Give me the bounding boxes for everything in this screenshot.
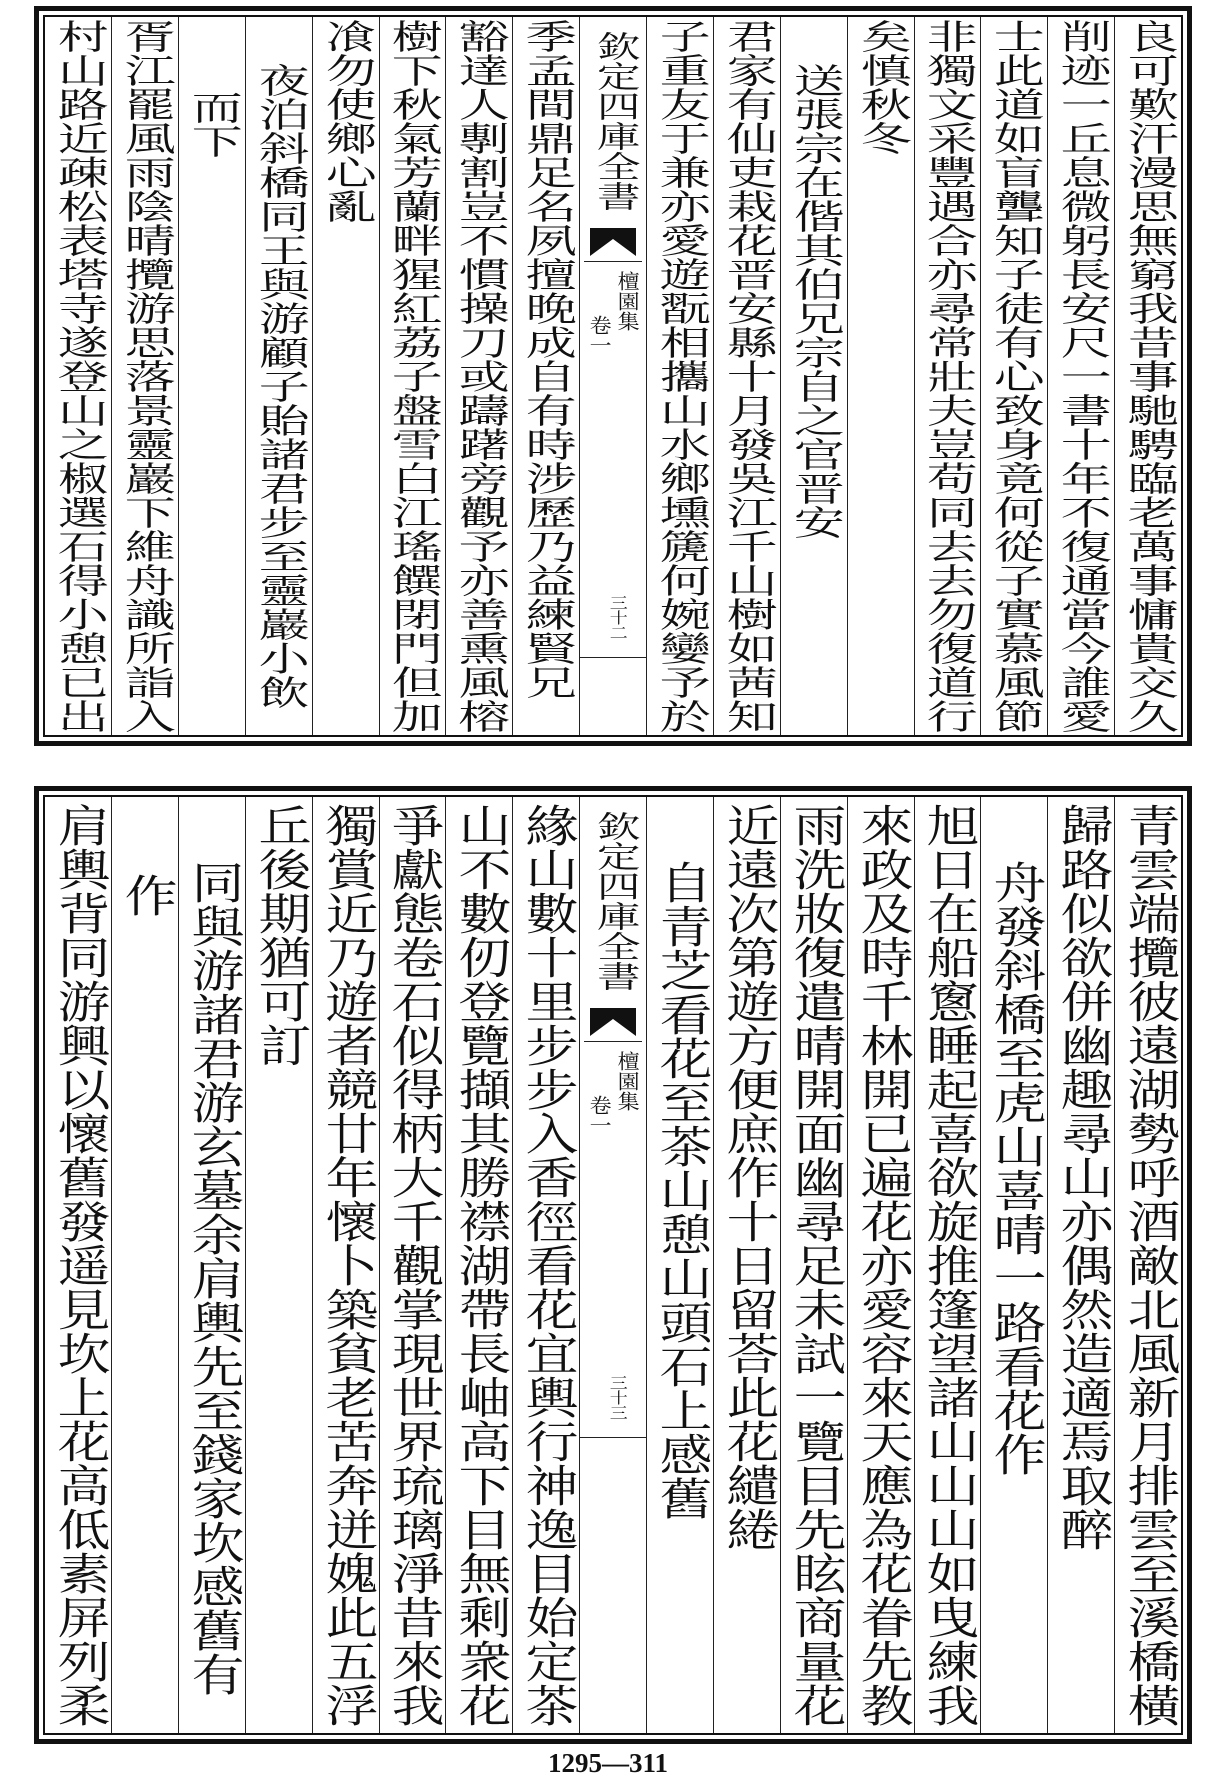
column-text: 丘後期猶可訂 (248, 803, 310, 1067)
poem-title-column (646, 797, 713, 1733)
text-column (980, 17, 1047, 735)
poem-title: 舟發斜橋至虎山喜晴一路看花作 (984, 860, 1046, 1477)
text-column (914, 17, 981, 735)
column-text: 胥江罷風雨陰晴攬游思落景靈巖下維舟識所詣入 (114, 19, 175, 733)
upper-page-frame (34, 6, 1192, 746)
poem-title-column (178, 17, 245, 735)
volume-label: 卷一 (585, 315, 613, 355)
column-text: 削迹一丘息微躬長安尺一書十年不復通當今誰愛 (1051, 19, 1112, 733)
margin-rule (584, 261, 642, 262)
poem-title-column (980, 797, 1047, 1733)
collection-header: 欽定四庫全書 (588, 811, 640, 991)
text-column (512, 17, 579, 735)
poem-title-column (245, 17, 312, 735)
margin-rule (580, 1437, 646, 1438)
collection-header: 欽定四庫全書 (588, 31, 640, 211)
text-column (111, 17, 178, 735)
margin-rule (580, 657, 646, 658)
column-text: 雨洗妝復遣晴開面幽尋足未試一覽目先眩商量花 (783, 803, 845, 1727)
column-text: 豁達人剸割豈不慣操刀或躊躇旁觀予亦善熏風榕 (449, 19, 510, 733)
text-column (512, 797, 579, 1733)
text-column (45, 17, 111, 735)
text-column (847, 17, 914, 735)
column-text: 君家有仙吏栽花晋安縣十月發吳江千山樹如茜知 (716, 19, 777, 733)
poem-title-continuation: 而下 (181, 90, 242, 159)
poem-title: 同與游諸君游玄墓余肩輿先至錢家坎感舊有 (181, 860, 244, 1697)
upper-page-columns (43, 15, 1183, 737)
text-column (312, 17, 379, 735)
folio-number: 三十二 (607, 595, 629, 640)
text-column (45, 797, 111, 1733)
poem-title-column (111, 797, 178, 1733)
page-number: 1295—311 (547, 1748, 668, 1778)
text-column (713, 17, 780, 735)
center-margin-strip (579, 17, 646, 735)
text-column (1114, 17, 1181, 735)
text-column (312, 797, 379, 1733)
column-text: 矣慎秋冬 (850, 19, 911, 155)
column-text: 歸路似欲併幽趣尋山亦偶然造適焉取醉 (1051, 803, 1113, 1551)
text-column (379, 17, 446, 735)
text-column (1047, 17, 1114, 735)
text-column (914, 797, 981, 1733)
column-text: 緣山數十里步步入香徑看花宜輿行神逸目始定茶 (516, 803, 578, 1727)
text-column (445, 797, 512, 1733)
folio-number: 三十三 (607, 1375, 629, 1420)
text-column (245, 797, 312, 1733)
column-text: 子重友于兼亦愛遊翫相攜山水鄉壎篪何婉孌予於 (649, 19, 710, 733)
text-column (847, 797, 914, 1733)
column-text: 肩輿背同游興以懷舊發遥見坎上花高低素屏列柔 (48, 803, 110, 1727)
column-text: 爭獻態卷石似得柄大千觀掌現世界琉璃淨昔來我 (382, 803, 444, 1727)
lower-page-frame (34, 786, 1192, 1744)
text-column (1047, 797, 1114, 1733)
margin-rule (584, 1041, 642, 1042)
column-text: 獨賞近乃遊者競廿年懷卜築貧老苦奔迸媿此五浮 (315, 803, 377, 1727)
column-text: 樹下秋氣芳蘭畔猩紅荔子盤雪白江瑤饌閉門但加 (382, 19, 443, 733)
poem-title-continuation: 作 (114, 873, 177, 918)
fish-tail-ornament-icon (590, 1008, 636, 1036)
center-margin-strip (579, 797, 646, 1733)
poem-title-column (178, 797, 245, 1733)
text-column (713, 797, 780, 1733)
column-text: 非獨文采豐遇合亦尋常壯夫豈苟同去去勿復道行 (917, 19, 978, 733)
text-column (780, 797, 847, 1733)
text-column (445, 17, 512, 735)
volume-label: 卷一 (585, 1095, 613, 1135)
column-text: 季孟間鼎足名夙擅晚成自有時涉歷乃益練賢兄 (516, 19, 577, 699)
poem-title-column (780, 17, 847, 735)
lower-page-columns (43, 795, 1183, 1735)
column-text: 旭日在船窻睡起喜欲旋推篷望諸山山山如曳練我 (917, 803, 979, 1727)
column-text: 近遠次第遊方便庶作十日留荅此花繾綣 (716, 803, 779, 1551)
column-text: 良可歎汗漫思無窮我昔事馳騁臨老萬事慵貴交久 (1118, 19, 1179, 733)
column-text: 村山路近疎松表塔寺遂登山之椒選石得小憩已出 (48, 19, 109, 733)
column-text: 飡勿使鄉心亂 (315, 19, 376, 223)
column-text: 來政及時千林開已遍花亦愛容來天應為花眷先教 (850, 803, 912, 1727)
text-column (646, 17, 713, 735)
column-text: 士此道如盲聾知子徒有心致身竟何從子實慕風節 (984, 19, 1045, 733)
book-title: 檀園集 (613, 271, 641, 331)
poem-title: 夜泊斜橋同王與游顧子貽諸君步至靈巖小飲 (248, 63, 309, 710)
column-text: 青雲端攬彼遠湖勢呼酒敵北風新月排雲至溪橋橫 (1118, 803, 1180, 1727)
book-title: 檀園集 (613, 1051, 641, 1111)
text-column (1114, 797, 1181, 1733)
poem-title: 送張宗在偕其伯兄宗自之官晋安 (783, 63, 844, 540)
text-column (379, 797, 446, 1733)
fish-tail-ornament-icon (590, 228, 636, 256)
column-text: 山不數仞登覽擷其勝襟湖帶長岫高下目無剩衆花 (449, 803, 511, 1727)
poem-title: 自青芝看花至茶山憩山頭石上感舊 (649, 860, 712, 1521)
